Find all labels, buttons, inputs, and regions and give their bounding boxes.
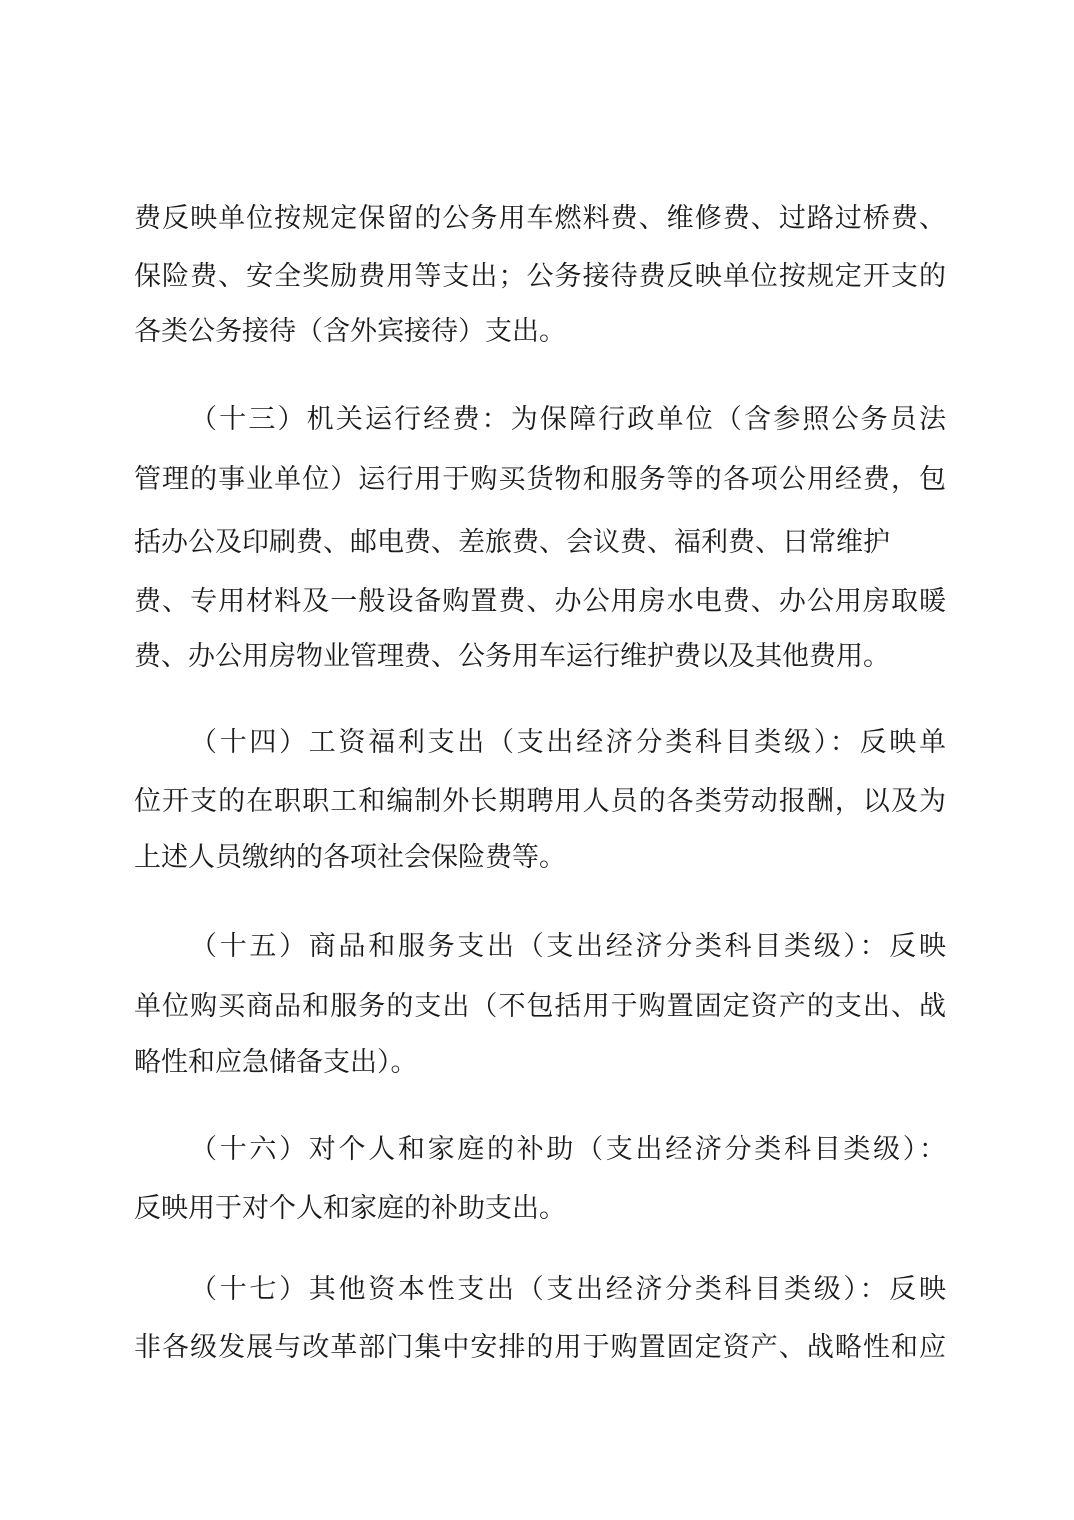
paragraph-line: （十六）对个人和家庭的补助（支出经济分类科目类级）：: [190, 1134, 946, 1165]
paragraph-line: 略性和应急储备支出）。: [134, 1047, 418, 1078]
paragraph-line: 费、办公用房物业管理费、公务用车运行维护费以及其他费用。: [134, 641, 890, 672]
paragraph-line: 费反映单位按规定保留的公务用车燃料费、维修费、过路过桥费、: [134, 203, 946, 234]
paragraph-line: 费、专用材料及一般设备购置费、办公用房水电费、办公用房取暖: [134, 586, 946, 617]
paragraph-line: 位开支的在职职工和编制外长期聘用人员的各类劳动报酬，以及为: [134, 786, 946, 817]
paragraph-line: （十七）其他资本性支出（支出经济分类科目类级）：反映: [190, 1274, 946, 1305]
paragraph-line: 管理的事业单位）运行用于购买货物和服务等的各项公用经费，包: [134, 464, 946, 495]
paragraph-line: （十四）工资福利支出（支出经济分类科目类级）：反映单: [190, 727, 946, 758]
paragraph-line: 单位购买商品和服务的支出（不包括用于购置固定资产的支出、战: [134, 991, 946, 1022]
paragraph-line: 上述人员缴纳的各项社会保险费等。: [134, 842, 566, 873]
paragraph-line: （十三）机关运行经费：为保障行政单位（含参照公务员法: [190, 404, 946, 435]
paragraph-line: 保险费、安全奖励费用等支出；公务接待费反映单位按规定开支的: [134, 261, 946, 292]
paragraph-line: （十五）商品和服务支出（支出经济分类科目类级）：反映: [190, 931, 946, 962]
paragraph-line: 各类公务接待（含外宾接待）支出。: [134, 316, 566, 347]
paragraph-line: 括办公及印刷费、邮电费、差旅费、会议费、福利费、日常维护: [134, 527, 890, 558]
paragraph-line: 反映用于对个人和家庭的补助支出。: [134, 1193, 566, 1224]
paragraph-line: 非各级发展与改革部门集中安排的用于购置固定资产、战略性和应: [134, 1332, 946, 1363]
